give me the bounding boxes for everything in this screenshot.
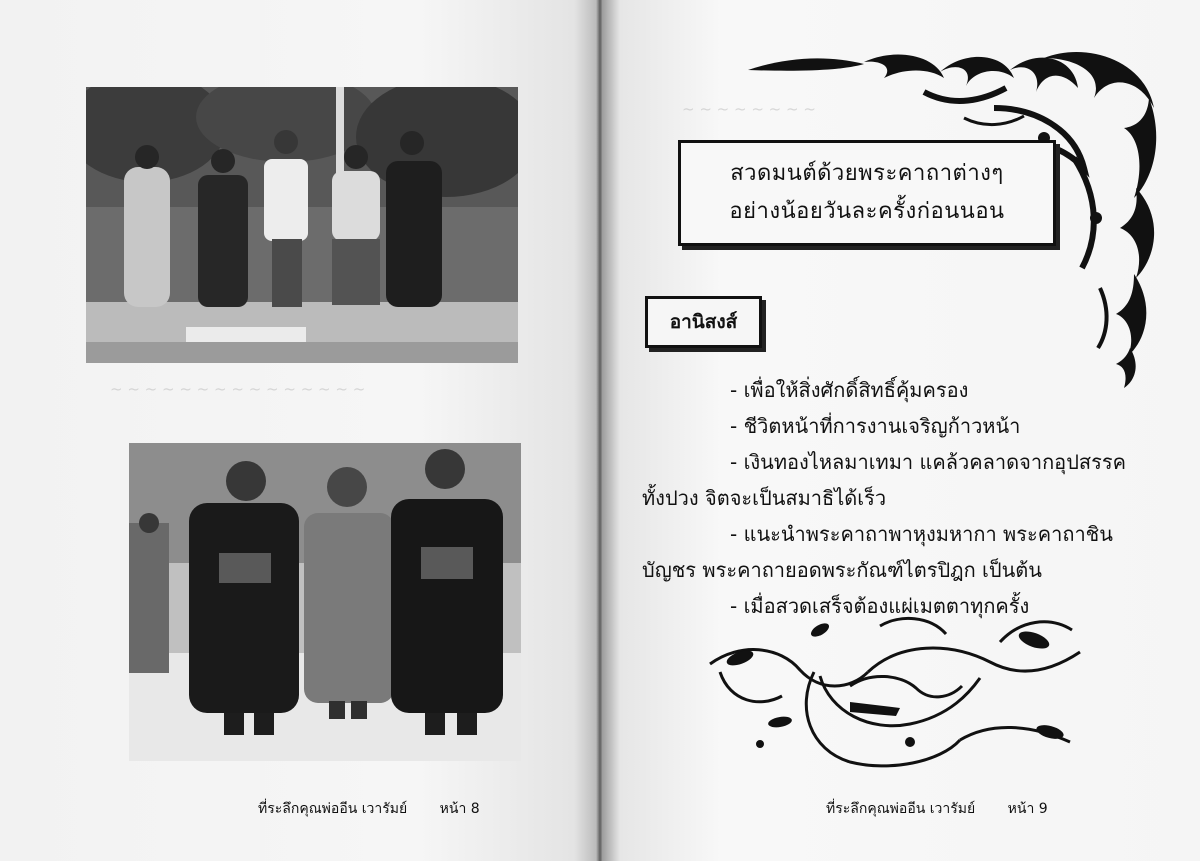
bleed-through-text: ~ ~ ~ ~ ~ ~ ~ ~ ~ ~ ~ ~ ~ ~ ~ (110, 380, 366, 398)
benefits-paragraph (642, 372, 1142, 624)
title-line-1: สวดมนต์ด้วยพระคาถาต่างๆ (730, 161, 1004, 186)
group-photo-image (86, 87, 518, 363)
paragraph-row: - เมื่อสวดเสร็จต้องแผ่เมตตาทุกครั้ง (730, 594, 1030, 618)
bleed-through-text: ~ ~ ~ ~ ~ ~ ~ ~ (682, 100, 816, 118)
left-page-footer (258, 798, 480, 820)
footer-caption: ที่ระลึกคุณพ่ออีน เวารัมย์ (826, 801, 976, 817)
page-number: หน้า 9 (1007, 801, 1048, 817)
title-line-2: อย่างน้อยวันละครั้งก่อนนอน (729, 199, 1005, 224)
group-photo (86, 87, 518, 363)
footer-caption: ที่ระลึกคุณพ่ออีน เวารัมย์ (258, 801, 408, 817)
left-page (0, 0, 598, 861)
page-number: หน้า 8 (439, 801, 480, 817)
graduation-photo (129, 443, 521, 761)
paragraph-row: - แนะนำพระคาถาพาหุงมหากา พระคาถาชิน (730, 522, 1113, 546)
paragraph-row: - ชีวิตหน้าที่การงานเจริญก้าวหน้า (730, 414, 1021, 438)
paragraph-row: ทั้งปวง จิตจะเป็นสมาธิได้เร็ว (642, 486, 887, 510)
paragraph-row: บัญชร พระคาถายอดพระกัณฑ์ไตรปิฎก เป็นต้น (642, 558, 1042, 582)
graduation-photo-image (129, 443, 521, 761)
bottom-ornament (700, 612, 1090, 770)
paragraph-row: - เพื่อให้สิ่งศักดิ์สิทธิ์คุ้มครอง (730, 378, 969, 402)
paragraph-row: - เงินทองไหลมาเทมา แคล้วคลาดจากอุปสรรค (730, 450, 1126, 474)
title-box (678, 140, 1056, 246)
right-page-footer (826, 798, 1048, 820)
section-label: อานิสงส์ (645, 296, 762, 348)
